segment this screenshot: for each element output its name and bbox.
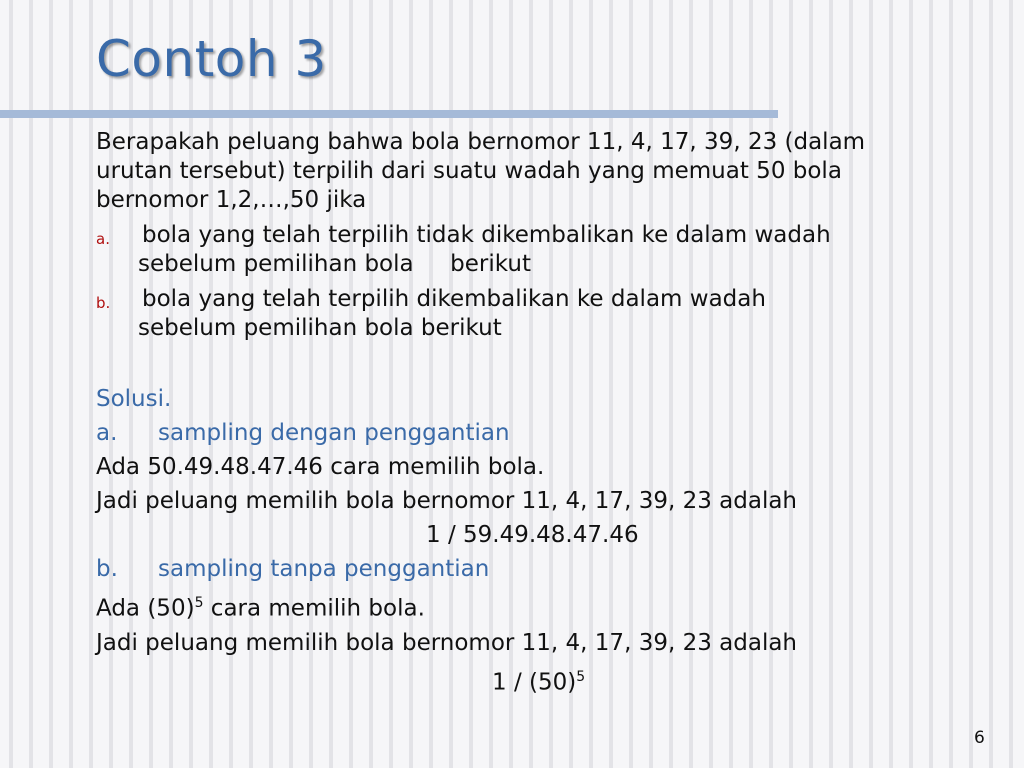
question-line-3: bernomor 1,2,…,50 jika <box>96 187 367 213</box>
solution-b-ways <box>96 586 996 626</box>
solution-a-label: sampling dengan penggantian <box>158 420 510 446</box>
question-text <box>96 128 996 215</box>
option-a-line-2: sebelum pemilihan bola berikut <box>138 251 531 277</box>
solution-heading: Solusi. <box>96 386 172 412</box>
option-a-marker: a. <box>96 230 110 248</box>
solution-a-heading <box>96 416 996 450</box>
solution-b-label: sampling tanpa penggantian <box>158 556 490 582</box>
question-line-2: urutan tersebut) terpilih dari suatu wadah yang memuat 50 bola <box>96 158 842 184</box>
option-a <box>96 221 996 279</box>
option-b-line-1: bola yang telah terpilih dikembalikan ke dalam wadah <box>142 286 766 312</box>
solution-b-result-exponent: 5 <box>576 668 586 685</box>
solution-a-result: 1 / 59.49.48.47.46 <box>426 522 639 548</box>
slide-body <box>96 128 996 699</box>
option-b-line-2: sebelum pemilihan bola berikut <box>138 315 502 341</box>
solution-b-ways-suffix: cara memilih bola. <box>203 595 425 622</box>
title-divider <box>0 110 778 118</box>
slide-title: Contoh 3 <box>96 30 327 88</box>
solution-b-result <box>96 660 996 700</box>
solution-b-heading <box>96 552 996 586</box>
solution-a-letter: a. <box>96 420 118 446</box>
spacer <box>96 343 996 382</box>
solution-b-prob-text: Jadi peluang memilih bola bernomor 11, 4, 17, 39, 23 adalah <box>96 629 798 656</box>
question-line-1: Berapakah peluang bahwa bola bernomor 11, 4, 17, 39, 23 (dalam <box>96 129 866 155</box>
option-b <box>96 285 996 343</box>
solution-a-prob-text: Jadi peluang memilih bola bernomor 11, 4, 17, 39, 23 adalah <box>96 488 798 514</box>
solution-b-ways-exponent: 5 <box>194 595 204 611</box>
solution-a-ways: Ada 50.49.48.47.46 cara memilih bola. <box>96 454 545 480</box>
page-number: 6 <box>974 728 985 748</box>
solution-b-ways-prefix: Ada (50) <box>96 595 195 622</box>
option-b-marker: b. <box>96 294 111 312</box>
solution-b-letter: b. <box>96 556 118 582</box>
option-a-line-1: bola yang telah terpilih tidak dikembalikan ke dalam wadah <box>142 222 831 248</box>
solution-b-result-base: 1 / (50) <box>492 669 577 696</box>
